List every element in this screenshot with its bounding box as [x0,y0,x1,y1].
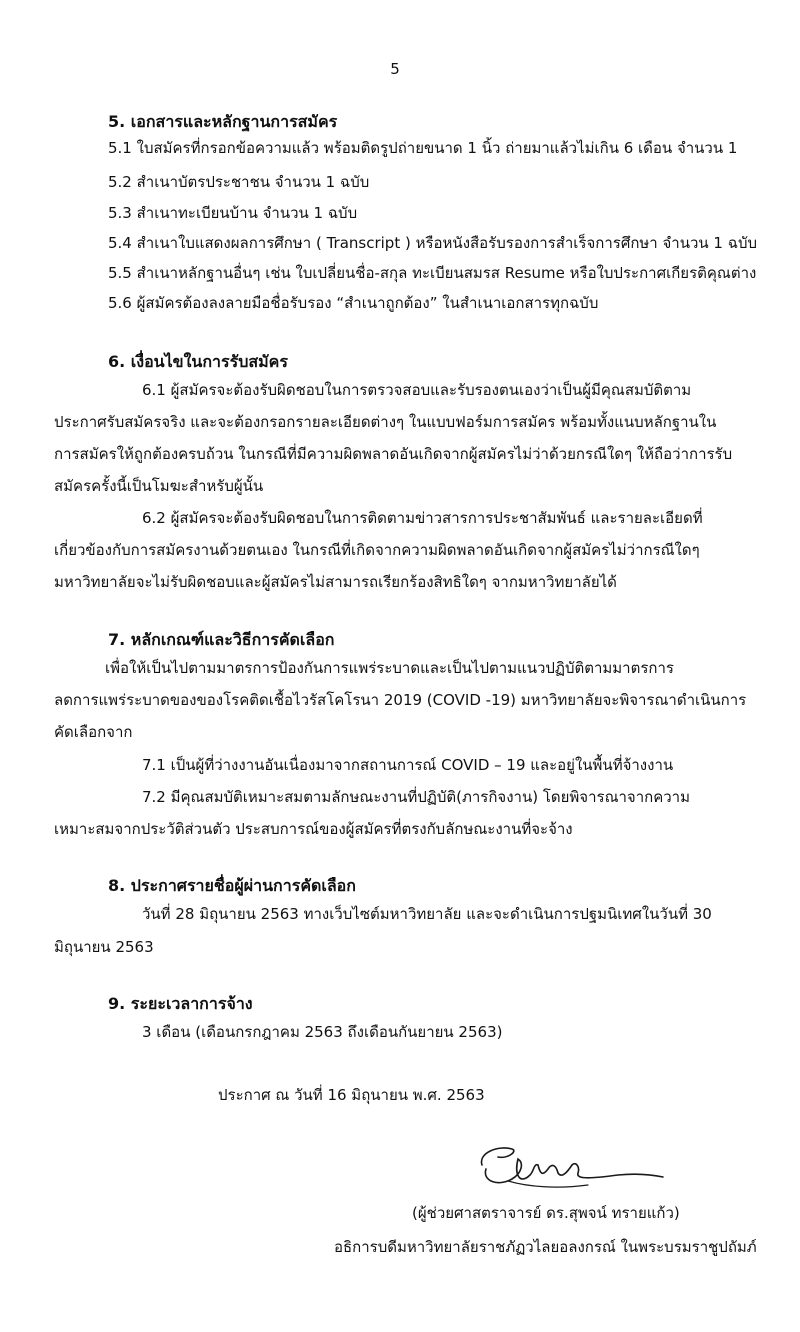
section-5-heading: 5. เอกสารและหลักฐานการสมัคร [108,112,338,131]
section-8-line: มิถุนายน 2563 [54,938,154,956]
section-6-line: การสมัครให้ถูกต้องครบถ้วน ในกรณีที่มีความผิดพลาดอันเกิดจากผู้สมัครไม่ว่าด้วยกรณีใดๆ ให้ถือว่าการรับ [54,445,733,463]
section-6-line: เกี่ยวข้องกับการสมัครงานด้วยตนเอง ในกรณีที่เกิดจากความผิดพลาดอันเกิดจากผู้สมัครไม่ว่ากรณีใดๆ [54,541,700,559]
section-7-line: เพื่อให้เป็นไปตามมาตรการป้องกันการแพร่ระบาดและเป็นไปตามแนวปฏิบัติตามมาตรการ [105,659,674,677]
signer-title: อธิการบดีมหาวิทยาลัยราชภัฏวไลยอลงกรณ์ ในพระบรมราชูปถัมภ์ [334,1238,757,1256]
announcement-date: ประกาศ ณ วันที่ 16 มิถุนายน พ.ศ. 2563 [218,1086,485,1104]
signature-image [468,1135,668,1195]
section-5-item: 5.5 สำเนาหลักฐานอื่นๆ เช่น ใบเปลี่ยนชื่อ-สกุล ทะเบียนสมรส Resume หรือใบประกาศเกียรติคุณต่าง [108,264,757,282]
section-7-heading: 7. หลักเกณฑ์และวิธีการคัดเลือก [108,630,335,649]
section-6-heading: 6. เงื่อนไขในการรับสมัคร [108,352,288,371]
section-7-line: เหมาะสมจากประวัติส่วนตัว ประสบการณ์ของผู้สมัครที่ตรงกับลักษณะงานที่จะจ้าง [54,820,573,838]
section-9-heading: 9. ระยะเวลาการจ้าง [108,994,253,1013]
section-6-line: สมัครครั้งนี้เป็นโมฆะสำหรับผู้นั้น [54,477,264,495]
section-9-line: 3 เดือน (เดือนกรกฎาคม 2563 ถึงเดือนกันยายน 2563) [142,1023,503,1041]
section-7-line: ลดการแพร่ระบาดของของโรคติดเชื้อไวรัสโคโรนา 2019 (COVID -19) มหาวิทยาลัยจะพิจารณาดำเนินการ [54,691,747,709]
section-6-line: 6.1 ผู้สมัครจะต้องรับผิดชอบในการตรวจสอบและรับรองตนเองว่าเป็นผู้มีคุณสมบัติตาม [142,381,692,399]
section-5-item: 5.6 ผู้สมัครต้องลงลายมือชื่อรับรอง “สำเนาถูกต้อง” ในสำเนาเอกสารทุกฉบับ [108,294,599,312]
page-number: 5 [390,60,400,78]
section-5-item: 5.2 สำเนาบัตรประชาชน จำนวน 1 ฉบับ [108,173,370,191]
section-8-heading: 8. ประกาศรายชื่อผู้ผ่านการคัดเลือก [108,876,356,895]
section-6-line: ประกาศรับสมัครจริง และจะต้องกรอกรายละเอียดต่างๆ ในแบบฟอร์มการสมัคร พร้อมทั้งแนบหลักฐานใน [54,413,717,431]
section-6-line: 6.2 ผู้สมัครจะต้องรับผิดชอบในการติดตามข่าวสารการประชาสัมพันธ์ และรายละเอียดที่ [142,509,703,527]
section-5-item: 5.3 สำเนาทะเบียนบ้าน จำนวน 1 ฉบับ [108,204,358,222]
section-5-item: 5.4 สำเนาใบแสดงผลการศึกษา ( Transcript ) หรือหนังสือรับรองการสำเร็จการศึกษา จำนวน 1 ฉบับ [108,234,757,252]
signer-name: (ผู้ช่วยศาสตราจารย์ ดร.สุพจน์ ทรายแก้ว) [412,1204,680,1222]
section-6-line: มหาวิทยาลัยจะไม่รับผิดชอบและผู้สมัครไม่สามารถเรียกร้องสิทธิใดๆ จากมหาวิทยาลัยได้ [54,573,617,591]
section-8-line: วันที่ 28 มิถุนายน 2563 ทางเว็บไซต์มหาวิทยาลัย และจะดำเนินการปฐมนิเทศในวันที่ 30 [142,905,712,923]
section-7-line: คัดเลือกจาก [54,723,133,741]
section-7-line: 7.2 มีคุณสมบัติเหมาะสมตามลักษณะงานที่ปฏิบัติ(ภารกิจงาน) โดยพิจารณาจากความ [142,788,690,806]
section-5-item: 5.1 ใบสมัครที่กรอกข้อความแล้ว พร้อมติดรูปถ่ายขนาด 1 นิ้ว ถ่ายมาแล้วไม่เกิน 6 เดือน จำนวน 1 [108,139,738,157]
section-7-line: 7.1 เป็นผู้ที่ว่างงานอันเนื่องมาจากสถานการณ์ COVID – 19 และอยู่ในพื้นที่จ้างงาน [142,756,674,774]
